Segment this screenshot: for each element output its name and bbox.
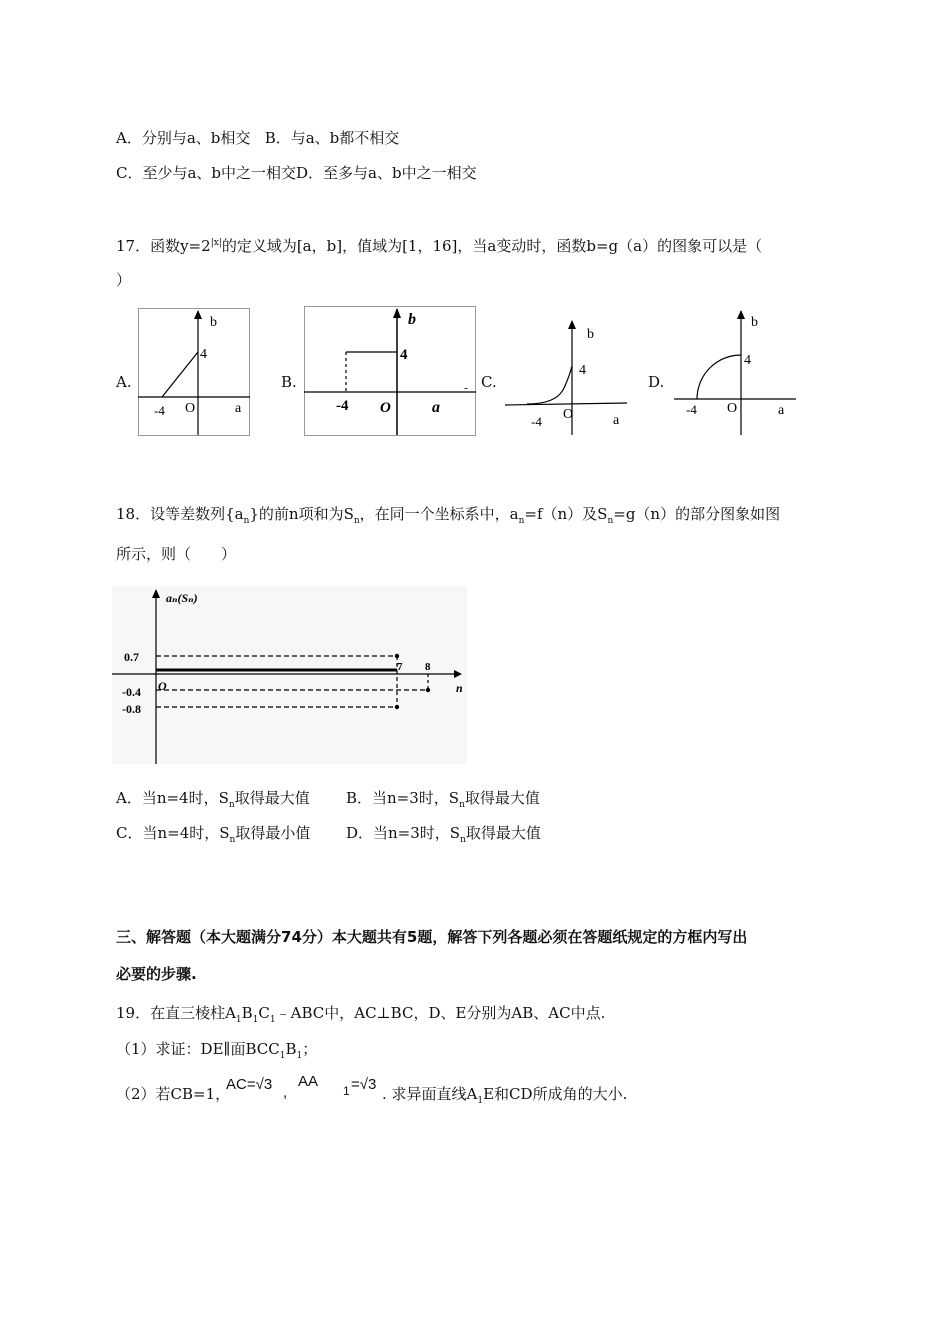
q18-option-b: B．当n=3时，$S_n$取得最大值 [346,789,540,810]
svg-text:-4: -4 [531,414,542,429]
y-axis-label: aₙ(Sₙ) [166,591,198,605]
x-tick-7: 7 [397,661,403,673]
formula-ac: AC=√3 [226,1076,273,1093]
svg-text:b: b [408,311,416,328]
q19-part2: （2）若CB=1， [116,1085,231,1103]
section3-heading-line2: 必要的步骤. [116,965,197,983]
y-tick-neg0.8: -0.8 [122,702,141,716]
section3-heading-line1: 三、解答题（本大题满分74分）本大题共有5题，解答下列各题必须在答题纸规定的方框内写出 [116,928,748,946]
q17-option-b-label: B. [281,373,297,391]
q16-option-b: B．与a、b都不相交 [264,129,400,147]
q17-graph-c [505,318,627,436]
q17-option-c-label: C. [481,373,497,391]
a-axis-label: a [235,401,242,416]
svg-text:-4: -4 [686,402,697,417]
point-7-neg0.8 [395,705,399,709]
origin-label: O [158,679,167,693]
q17-graph-d [674,308,796,436]
y-tick-neg0.4: -0.4 [122,685,141,699]
svg-text:b: b [751,315,758,330]
origin-label: O [185,401,196,416]
q18-chart [112,586,467,764]
point-7-0.7 [395,654,399,658]
formula-aa1-sub: 1 [343,1084,350,1098]
svg-text:O: O [563,407,574,422]
svg-text:b: b [587,327,594,342]
x-tick-8: 8 [425,661,431,673]
x-axis-label: n [456,681,463,695]
svg-text:a: a [778,403,785,418]
formula-sep: , [283,1084,288,1101]
svg-text:-4: -4 [336,398,349,414]
q17-option-d-label: D. [648,373,665,391]
y-tick-0.7: 0.7 [124,650,139,664]
formula-aa1: AA [298,1073,319,1090]
q17-graph-a [138,308,250,436]
svg-text:O: O [380,400,391,416]
graph-b-edge-mark: - [464,381,469,395]
q16-option-c: C．至少与a、b中之一相交D．至多与a、b中之一相交 [116,164,477,182]
b-axis-label: b [210,315,217,330]
svg-text:a: a [432,399,440,416]
q16-option-a: A．分别与a、b相交 B．与a、b都不相交 [116,129,400,147]
q19-part1: （1）求证：DE∥面$BCC_1B_1$； [116,1040,318,1061]
q18-stem-line1: 18．设等差数列$\{a_n\}$的前n项和为$S_n$，在同一个坐标系中，$a_n=f(n)$及$S_n=g(n)$的部分图象如图 [116,505,781,526]
tick-4: 4 [200,347,207,362]
q19-stem: 19．在直三棱柱$A_1B_1C_1﹣ABC$中，AC⊥BC，D、E分别为AB、AC中点. [116,1004,606,1025]
q17-stem-close: ） [116,271,132,289]
svg-text:a: a [613,413,620,428]
svg-text:4: 4 [744,353,751,368]
q19-part2-tail: . 求异面直线$A_1E$和CD所成角的大小. [382,1085,628,1106]
q18-option-a: A．当n=4时，$S_n$取得最大值 [116,789,310,810]
q17-option-a-label: A. [116,373,132,391]
q18-stem-line2: 所示，则（ ） [116,545,237,563]
point-8-neg0.4 [426,688,430,692]
svg-text:4: 4 [400,347,408,363]
q18-option-c: C．当n=4时，$S_n$取得最小值 [116,824,311,845]
tick-neg4: -4 [154,403,165,418]
q17-stem: 17．函数$y=2^{|x|}$的定义域为[a，b]，值域为[1，16]，当a变动时，函数b=g（a）的图象可以是（ [116,237,763,255]
svg-text:O: O [727,401,738,416]
q17-graph-b [304,306,476,436]
q18-option-d: D．当n=3时，$S_n$取得最大值 [346,824,541,845]
formula-aa1-value: =√3 [351,1076,377,1093]
q16-option-d: D．至多与a、b中之一相交 [296,164,477,182]
svg-text:4: 4 [579,363,586,378]
